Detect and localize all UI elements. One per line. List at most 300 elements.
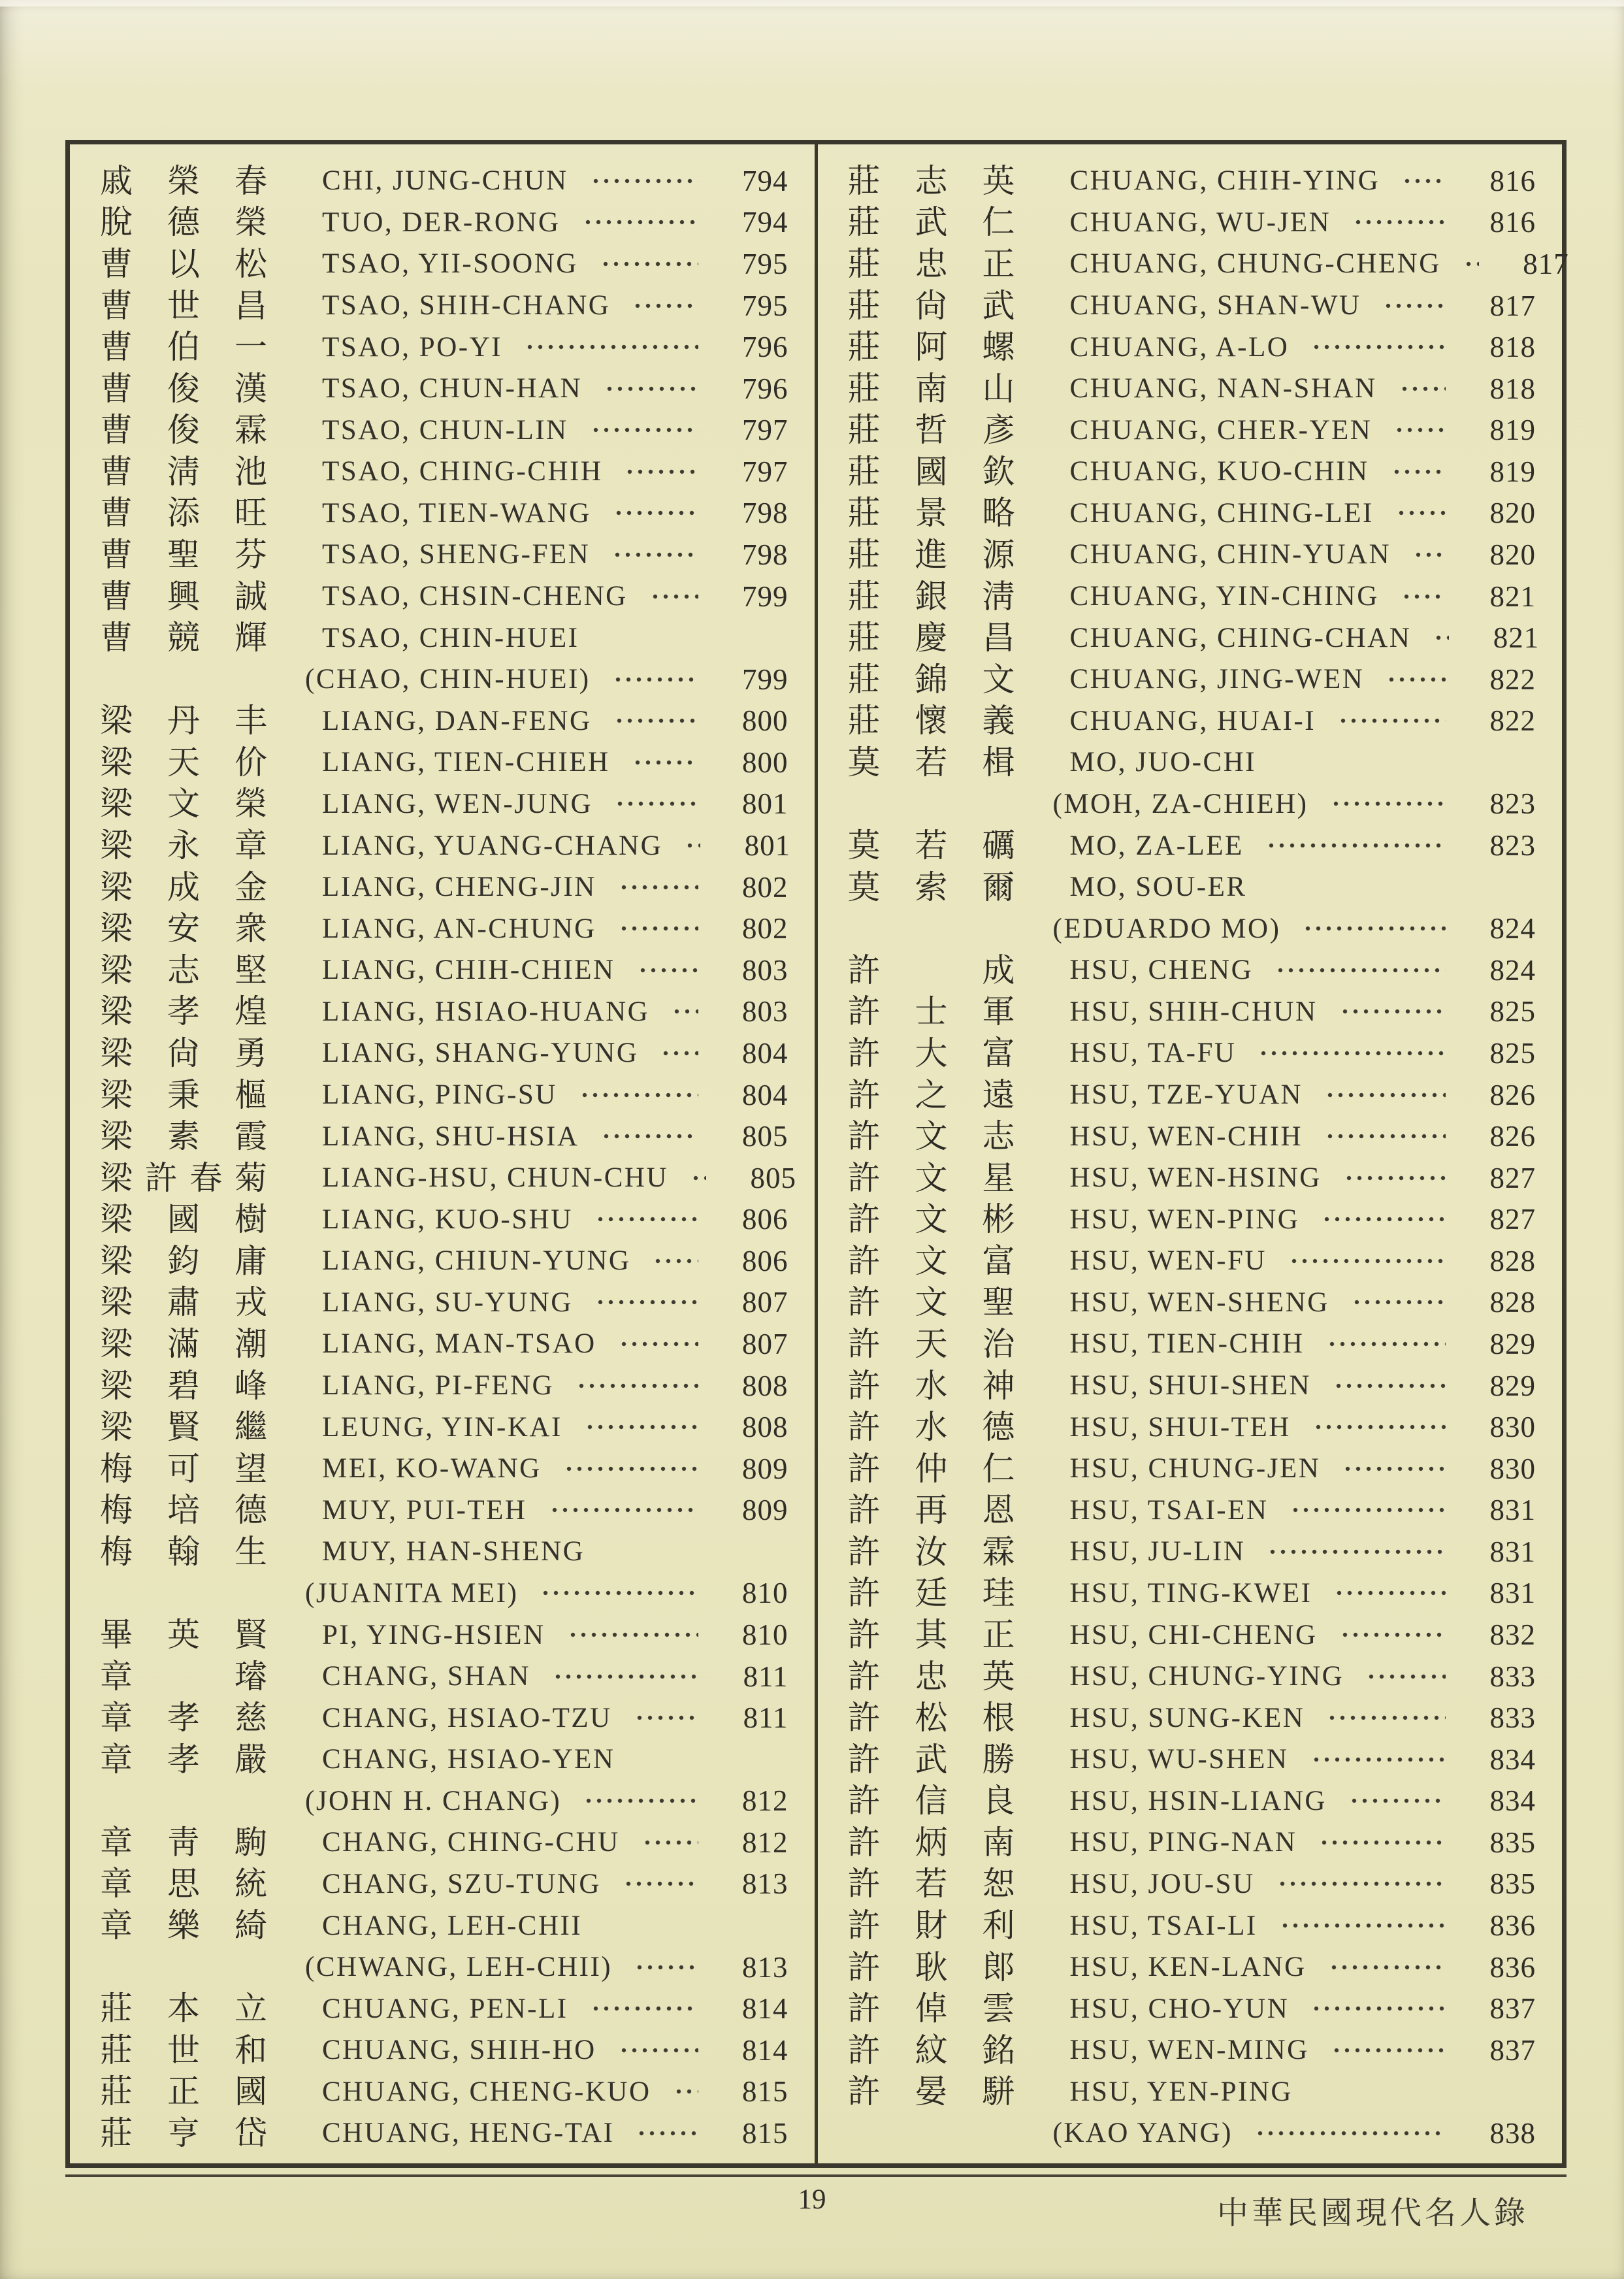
entry-cjk-name: 許 廷 珪 (847, 1575, 1015, 1612)
dotted-leader (1340, 991, 1446, 1033)
directory-entry (70, 243, 815, 285)
dotted-leader (525, 326, 698, 368)
entry-cjk-name: 梁 尙 勇 (100, 1034, 267, 1072)
entry-roman-name: HSU, TSAI-EN (1069, 1494, 1269, 1526)
directory-entry (70, 1323, 815, 1365)
entry-cjk-name: 章 孝 嚴 (100, 1741, 267, 1778)
entry-roman-name: HSU, TZE-YUAN (1069, 1079, 1303, 1110)
entry-page-number: 796 (742, 331, 788, 364)
directory-entry (70, 1115, 815, 1157)
directory-entry (818, 1822, 1563, 1863)
directory-entry (70, 1739, 815, 1780)
entry-page-number: 831 (1489, 1535, 1536, 1568)
entry-roman-name: CHUANG, CHIH-YING (1069, 165, 1380, 197)
dotted-leader (685, 825, 700, 866)
entry-cjk-name: 莫 索 爾 (847, 868, 1015, 906)
entry-page-number: 804 (742, 1078, 788, 1111)
entry-page-number: 797 (742, 414, 788, 447)
entry-roman-name: CHUANG, WU-JEN (1069, 206, 1331, 238)
directory-entry (818, 617, 1563, 659)
entry-page-number: 799 (742, 663, 788, 696)
directory-entry (818, 1946, 1563, 1988)
entry-page-number: 837 (1489, 1992, 1536, 2025)
entry-roman-name: CHUANG, JING-WEN (1069, 664, 1365, 695)
dotted-leader (672, 991, 698, 1033)
entry-roman-name: LIANG, SHANG-YUNG (322, 1038, 639, 1069)
entry-cjk-name: 莊 世 和 (100, 2031, 267, 2069)
entry-page-number: 821 (1493, 621, 1540, 655)
dotted-leader (1329, 1946, 1446, 1988)
directory-entry (818, 991, 1563, 1033)
dotted-leader (636, 2112, 698, 2154)
directory-entry (70, 783, 815, 825)
dotted-leader (604, 1905, 698, 1946)
dotted-leader (650, 576, 698, 617)
entry-page-number: 823 (1489, 787, 1536, 821)
directory-entry (70, 1656, 815, 1697)
dotted-leader (585, 1406, 698, 1448)
entry-roman-name: HSU, CHO-YUN (1069, 1993, 1290, 2024)
entry-cjk-name: 曹 以 松 (100, 245, 267, 282)
entry-roman-name: CHUANG, CHENG-KUO (322, 2076, 651, 2107)
entry-roman-name: LIANG, MAN-TSAO (322, 1328, 596, 1360)
dotted-leader (1383, 285, 1446, 327)
directory-entry (70, 2071, 815, 2113)
dotted-leader (1333, 1365, 1446, 1407)
directory-entry (818, 1531, 1563, 1573)
entry-page-number: 813 (742, 1867, 788, 1901)
entry-cjk-name: 莊 武 仁 (847, 204, 1015, 241)
entry-cjk-name: 許 水 德 (847, 1409, 1015, 1446)
entry-cjk-name: 莊 志 英 (847, 162, 1015, 199)
directory-entry (70, 742, 815, 783)
dotted-leader (600, 243, 698, 285)
directory-entry (818, 1739, 1563, 1780)
entry-page-number: 800 (742, 746, 788, 779)
directory-entry (818, 1323, 1563, 1365)
dotted-leader (619, 866, 698, 908)
entry-roman-name: (KAO YANG) (1052, 2118, 1233, 2149)
directory-entry (70, 1365, 815, 1407)
entry-cjk-name: 梁 國 樹 (100, 1201, 267, 1238)
directory-entry (818, 1905, 1563, 1946)
entry-page-number: 822 (1489, 704, 1536, 738)
directory-entry (818, 1656, 1563, 1697)
entry-roman-name: CHUANG, A-LO (1069, 331, 1290, 363)
entry-page-number: 794 (742, 206, 788, 239)
entry-page-number: 829 (1489, 1327, 1536, 1360)
entry-cjk-name: 許 武 勝 (847, 1741, 1015, 1778)
dotted-leader (1325, 1074, 1446, 1116)
directory-entry (818, 493, 1563, 534)
entry-page-number: 836 (1489, 1909, 1536, 1943)
entry-roman-name: (CHAO, CHIN-HUEI) (305, 664, 591, 695)
entry-cjk-name: 莊 懷 義 (847, 702, 1015, 740)
dotted-leader (1433, 617, 1449, 659)
entry-roman-name: TSAO, YII-SOONG (322, 248, 578, 280)
dotted-leader (1255, 2112, 1446, 2154)
entry-roman-name: (CHWANG, LEH-CHII) (305, 1952, 613, 1983)
dotted-leader (632, 742, 698, 783)
entry-roman-name: CHUANG, CHER-YEN (1069, 414, 1372, 446)
directory-entry (818, 908, 1563, 949)
dotted-leader (1290, 1490, 1446, 1532)
entry-roman-name: LIANG, KUO-SHU (322, 1204, 573, 1235)
entry-cjk-name: 許 紋 銘 (847, 2031, 1015, 2069)
scan-top-edge (0, 0, 1624, 7)
entry-cjk-name: 梁 素 霞 (100, 1118, 267, 1155)
entry-cjk-name: 梁 秉 樞 (100, 1076, 267, 1113)
directory-entry (70, 1074, 815, 1116)
dotted-leader (1463, 243, 1479, 285)
dotted-leader (1275, 949, 1446, 991)
dotted-leader (1386, 659, 1446, 700)
dotted-leader (1366, 1656, 1446, 1697)
directory-entry (70, 1032, 815, 1074)
entry-page-number: 811 (743, 1660, 788, 1693)
entry-cjk-name: 梁 肅 戎 (100, 1284, 267, 1321)
directory-entry (70, 700, 815, 742)
dotted-leader (1331, 783, 1446, 825)
dotted-leader (1344, 1157, 1446, 1199)
dotted-leader (1311, 326, 1446, 368)
entry-roman-name: TSAO, TIEN-WANG (322, 497, 591, 529)
directory-entry (818, 409, 1563, 451)
entry-page-number: 817 (1489, 289, 1536, 322)
entry-cjk-name: 梅 培 德 (100, 1492, 267, 1529)
directory-entry (818, 1863, 1563, 1905)
entry-roman-name: LEUNG, YIN-KAI (322, 1411, 562, 1443)
directory-entry (818, 1115, 1563, 1157)
entry-page-number: 794 (742, 164, 788, 197)
dotted-leader (1349, 1780, 1446, 1822)
directory-entry (70, 202, 815, 244)
entry-page-number: 807 (742, 1327, 788, 1360)
entry-roman-name: HSU, SUNG-KEN (1069, 1702, 1305, 1733)
directory-entry (818, 1573, 1563, 1615)
dotted-leader (576, 1365, 698, 1407)
directory-entry (818, 1614, 1563, 1656)
entry-roman-name: HSU, PING-NAN (1069, 1827, 1297, 1858)
dotted-leader (1322, 1198, 1446, 1240)
entry-roman-name: (MOH, ZA-CHIEH) (1052, 788, 1308, 819)
entry-page-number: 809 (742, 1494, 788, 1527)
entry-roman-name: MUY, PUI-TEH (322, 1494, 527, 1526)
entry-page-number: 807 (742, 1286, 788, 1319)
dotted-leader (690, 1157, 706, 1199)
entry-cjk-name: 莫 若 楫 (847, 744, 1015, 781)
entry-cjk-name: 許 文 聖 (847, 1284, 1015, 1321)
entry-page-number: 811 (743, 1701, 788, 1735)
entry-page-number: 822 (1489, 663, 1536, 696)
entry-cjk-name: 許 之 遠 (847, 1076, 1015, 1113)
entry-roman-name: CHANG, HSIAO-YEN (322, 1744, 615, 1775)
entry-roman-name: HSU, CHI-CHENG (1069, 1619, 1318, 1650)
dotted-leader (1327, 1697, 1446, 1739)
entry-cjk-name: 許 財 利 (847, 1907, 1015, 1944)
dotted-leader (604, 368, 698, 410)
directory-entry (818, 285, 1563, 327)
entry-cjk-name: 莫 若 礪 (847, 827, 1015, 864)
entry-cjk-name: 章 璿 (100, 1658, 267, 1695)
entry-cjk-name: 梁 天 价 (100, 744, 267, 781)
dotted-leader (634, 1697, 698, 1739)
entry-page-number: 819 (1489, 455, 1536, 488)
dotted-leader (660, 1032, 698, 1074)
dotted-leader (1315, 2071, 1446, 2113)
entry-roman-name: HSU, HSIN-LIANG (1069, 1785, 1327, 1816)
entry-cjk-name: 許 忠 英 (847, 1658, 1015, 1695)
dotted-leader (1289, 1240, 1446, 1282)
directory-entry (70, 409, 815, 451)
entry-page-number: 804 (742, 1036, 788, 1070)
entry-page-number: 819 (1489, 414, 1536, 447)
book-title-footer: 中華民國現代名人錄 (1216, 2196, 1529, 2231)
entry-page-number: 796 (742, 372, 788, 405)
entry-cjk-name: 莊 慶 昌 (847, 619, 1015, 657)
directory-entry (818, 2029, 1563, 2071)
entry-cjk-name: 梁 賢 繼 (100, 1409, 267, 1446)
dotted-leader (625, 451, 698, 493)
entry-page-number: 827 (1489, 1203, 1536, 1236)
directory-entry (70, 1946, 815, 1988)
entry-cjk-name: 莊 哲 彥 (847, 412, 1015, 449)
entry-roman-name: PI, YING-HSIEN (322, 1619, 545, 1650)
entry-cjk-name: 梁 文 榮 (100, 785, 267, 823)
entry-page-number: 795 (742, 289, 788, 322)
directory-entry (70, 617, 815, 659)
entry-roman-name: (JOHN H. CHANG) (305, 1785, 562, 1816)
entry-cjk-name: 許 再 恩 (847, 1492, 1015, 1529)
entry-page-number: 827 (1489, 1161, 1536, 1194)
directory-entry (818, 243, 1569, 285)
dotted-leader (637, 1739, 698, 1780)
entry-cjk-name: 莊 忠 正 (847, 245, 1015, 282)
entry-cjk-name: 許 其 正 (847, 1616, 1015, 1654)
entry-cjk-name: 莊 本 立 (100, 1990, 267, 2027)
entry-page-number: 834 (1489, 1743, 1536, 1776)
entry-page-number: 814 (742, 1992, 788, 2025)
entry-roman-name: HSU, WEN-MING (1069, 2035, 1309, 2066)
dotted-leader (564, 1448, 698, 1490)
entry-page-number: 803 (742, 953, 788, 987)
dotted-leader (612, 534, 698, 576)
dotted-leader (1338, 700, 1446, 742)
entry-roman-name: HSU, WEN-HSING (1069, 1162, 1322, 1194)
dotted-leader (553, 1656, 698, 1697)
entry-page-number: 801 (744, 829, 791, 862)
entry-cjk-name: 許 士 軍 (847, 993, 1015, 1030)
entry-roman-name: CHI, JUNG-CHUN (322, 165, 568, 197)
directory-entry (70, 1157, 815, 1199)
directory-entry (70, 1988, 815, 2029)
entry-page-number: 828 (1489, 1244, 1536, 1277)
entry-page-number: 812 (742, 1784, 788, 1818)
dotted-leader (1353, 202, 1446, 244)
dotted-leader (1319, 1822, 1446, 1863)
directory-entry (818, 202, 1563, 244)
entry-cjk-name: 畢 英 賢 (100, 1616, 267, 1654)
entry-roman-name: LIANG, DAN-FENG (322, 705, 592, 736)
directory-entry (70, 451, 815, 493)
entry-page-number: 797 (742, 455, 788, 488)
entry-cjk-name: 曹 興 誠 (100, 578, 267, 615)
entry-roman-name: HSU, WEN-PING (1069, 1204, 1300, 1235)
dotted-leader (1334, 1573, 1446, 1615)
directory-entry (818, 1198, 1563, 1240)
entry-roman-name: CHUANG, HENG-TAI (322, 2118, 615, 2149)
dotted-leader (674, 2071, 698, 2113)
dotted-leader (568, 1614, 698, 1656)
entry-page-number: 838 (1489, 2116, 1536, 2150)
entry-page-number: 831 (1489, 1577, 1536, 1610)
entry-cjk-name: 許 炳 南 (847, 1824, 1015, 1861)
entry-roman-name: CHANG, SZU-TUNG (322, 1868, 601, 1899)
entry-page-number: 830 (1489, 1411, 1536, 1444)
directory-entry (70, 1863, 815, 1905)
directory-entry (818, 825, 1563, 866)
directory-entry (818, 659, 1563, 700)
directory-entry (818, 2112, 1563, 2154)
dotted-leader (634, 1946, 698, 1988)
directory-entry (70, 1490, 815, 1532)
directory-entry (70, 160, 815, 202)
entry-roman-name: MO, JUO-CHI (1069, 747, 1256, 778)
directory-entry (818, 160, 1563, 202)
entry-roman-name: HSU, KEN-LANG (1069, 1952, 1307, 1983)
entry-cjk-name: 梁 孝 煌 (100, 993, 267, 1030)
entry-roman-name: (JUANITA MEI) (305, 1577, 519, 1609)
entry-cjk-name: 曹 淸 池 (100, 453, 267, 490)
entry-roman-name: TSAO, PO-YI (322, 331, 502, 363)
dotted-leader (1311, 1739, 1446, 1780)
directory-entry (818, 949, 1563, 991)
entry-cjk-name: 曹 俊 漢 (100, 370, 267, 407)
entry-page-number: 831 (1489, 1494, 1536, 1527)
entry-page-number: 803 (742, 995, 788, 1028)
directory-entry (818, 1032, 1563, 1074)
entry-roman-name: TSAO, CHUN-HAN (322, 373, 583, 404)
entry-cjk-name: 曹 競 輝 (100, 619, 267, 657)
entry-page-number: 795 (742, 247, 788, 280)
entry-roman-name: HSU, WEN-SHENG (1069, 1287, 1329, 1318)
entry-page-number: 829 (1489, 1369, 1536, 1402)
dotted-leader (583, 1780, 698, 1822)
entry-roman-name: LIANG, PI-FENG (322, 1370, 555, 1402)
directory-entry (70, 534, 815, 576)
entry-cjk-name: 許 水 神 (847, 1367, 1015, 1404)
directory-entry (70, 1531, 815, 1573)
entry-roman-name: LIANG, PING-SU (322, 1079, 557, 1110)
entry-roman-name: CHUANG, CHUNG-CHENG (1069, 248, 1441, 280)
entry-cjk-name: 許 成 (847, 951, 1015, 989)
directory-entry (70, 1282, 815, 1324)
entry-roman-name: MO, SOU-ER (1069, 872, 1247, 903)
entry-page-number: 818 (1489, 331, 1536, 364)
dotted-leader (1280, 1905, 1446, 1946)
entry-roman-name: LIANG, CHIUN-YUNG (322, 1245, 631, 1277)
dotted-leader (1342, 1448, 1446, 1490)
entry-cjk-name: 章 思 統 (100, 1865, 267, 1903)
entry-cjk-name: 梅 翰 生 (100, 1533, 267, 1570)
entry-roman-name: LIANG, TIEN-CHIEH (322, 747, 610, 778)
entry-roman-name: CHANG, SHAN (322, 1661, 530, 1692)
entry-roman-name: CHANG, HSIAO-TZU (322, 1702, 612, 1733)
dotted-leader (1327, 1323, 1446, 1365)
dotted-leader (619, 908, 698, 949)
entry-roman-name: CHANG, LEH-CHII (322, 1910, 583, 1941)
entry-roman-name: CHUANG, SHIH-HO (322, 2035, 596, 2066)
entry-roman-name: HSU, TIEN-CHIH (1069, 1328, 1305, 1360)
entry-roman-name: CHUANG, CHING-LEI (1069, 497, 1374, 529)
dotted-leader (579, 1074, 698, 1116)
dotted-leader (1258, 1032, 1446, 1074)
directory-entry (818, 1406, 1563, 1448)
dotted-leader (615, 783, 698, 825)
entry-page-number: 828 (1489, 1286, 1536, 1319)
entry-cjk-name: 許 倬 雲 (847, 1990, 1015, 2027)
entry-page-number: 818 (1489, 372, 1536, 405)
dotted-leader (613, 659, 698, 700)
index-column-left (70, 144, 815, 2163)
entry-roman-name: LIANG, SHU-HSIA (322, 1121, 579, 1152)
directory-entry (70, 1198, 815, 1240)
entry-roman-name: HSU, JU-LIN (1069, 1536, 1246, 1567)
entry-roman-name: HSU, YEN-PING (1069, 2076, 1293, 2107)
directory-entry (818, 1074, 1563, 1116)
entry-page-number: 833 (1489, 1660, 1536, 1693)
dotted-leader (638, 949, 698, 991)
entry-cjk-name: 戚 榮 春 (100, 162, 267, 199)
entry-roman-name: LIANG, SU-YUNG (322, 1287, 573, 1318)
entry-roman-name: LIANG, WEN-JUNG (322, 788, 593, 819)
directory-entry (70, 949, 815, 991)
page-number: 19 (798, 2184, 826, 2215)
entry-cjk-name: 許 若 恕 (847, 1865, 1015, 1903)
directory-entry (818, 700, 1563, 742)
entry-page-number: 826 (1489, 1078, 1536, 1111)
directory-entry (818, 783, 1563, 825)
entry-page-number: 832 (1489, 1618, 1536, 1652)
entry-cjk-name: 梅 可 望 (100, 1450, 267, 1487)
dotted-leader (591, 160, 698, 202)
entry-roman-name: LIANG-HSU, CHUN-CHU (322, 1162, 669, 1194)
dotted-leader (1325, 1115, 1446, 1157)
entry-cjk-name: 曹 伯 一 (100, 329, 267, 366)
entry-roman-name: HSU, SHUI-TEH (1069, 1411, 1291, 1443)
entry-cjk-name: 莊 阿 螺 (847, 329, 1015, 366)
entry-roman-name: MEI, KO-WANG (322, 1453, 542, 1484)
entry-cjk-name: 莊 國 欽 (847, 453, 1015, 490)
entry-page-number: 833 (1489, 1701, 1536, 1735)
directory-entry (70, 1448, 815, 1490)
entry-page-number: 806 (742, 1244, 788, 1277)
dotted-leader (591, 409, 698, 451)
directory-entry (818, 1365, 1563, 1407)
entry-roman-name: CHUANG, CHIN-YUAN (1069, 539, 1391, 570)
dotted-leader (623, 1863, 698, 1905)
entry-cjk-name: 梁 丹 丰 (100, 702, 267, 740)
dotted-leader (614, 700, 698, 742)
dotted-leader (642, 1822, 698, 1863)
entry-page-number: 820 (1489, 497, 1536, 530)
dotted-leader (549, 1490, 698, 1532)
entry-roman-name: LIANG, HSIAO-HUANG (322, 996, 650, 1027)
entry-roman-name: LIANG, AN-CHUNG (322, 913, 596, 944)
entry-cjk-name: 莊 景 略 (847, 495, 1015, 532)
directory-entry (70, 866, 815, 908)
dotted-leader (583, 202, 698, 244)
